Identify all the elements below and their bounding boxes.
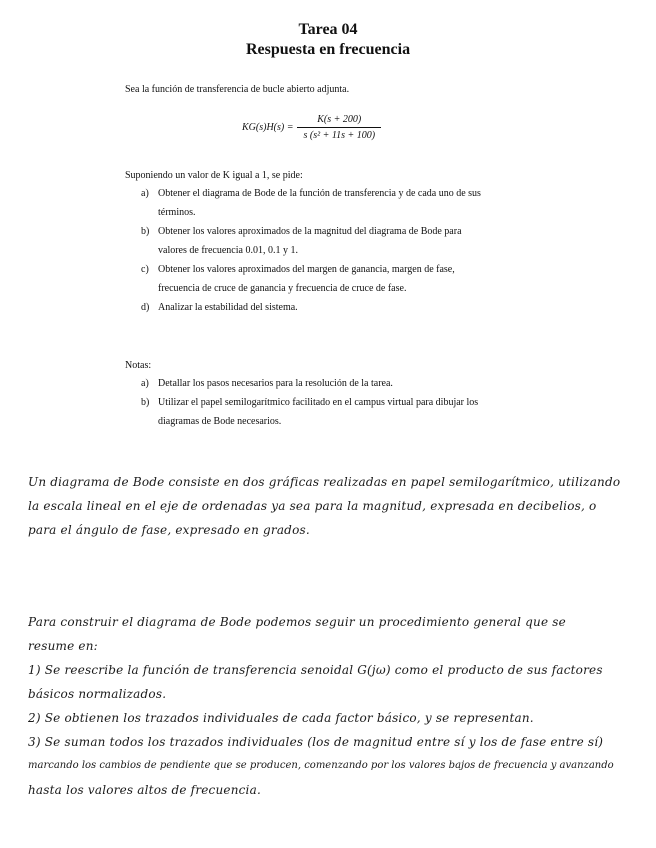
notes-heading: Notas: [125,360,152,371]
intro-text: Sea la función de transferencia de bucle abierto adjunta. [125,84,350,95]
equation-fraction [297,114,381,141]
equation-numerator: K(s + 200) [317,114,362,125]
note-item-a: a) Detallar los pasos necesarios para la resolución de la tarea. [141,378,393,389]
task-item-d: d) Analizar la estabilidad del sistema. [141,302,298,313]
handwritten-line: Un diagrama de Bode consiste en dos gráficas realizadas en papel semilogarítmico, utilizando [28,475,621,489]
page-title: Tarea 04 [298,21,358,38]
handwritten-paragraph-2 [28,610,634,802]
handwritten-line: hasta los valores altos de frecuencia. [28,783,261,797]
handwritten-paragraph-1 [28,470,634,542]
transfer-function-equation [242,114,381,141]
equation-lhs: KG(s)H(s) = [242,122,294,133]
handwritten-line: 2) Se obtienen los trazados individuales de cada factor básico, y se representan. [28,711,534,725]
task-item-b: b) Obtener los valores aproximados de la magnitud del diagrama de Bode para valores de frecuencia 0.01, 0.1 y 1. [141,226,462,256]
handwritten-line: 3) Se suman todos los trazados individuales (los de magnitud entre sí y los de fase entre sí) [28,735,604,749]
task-item-a: a) Obtener el diagrama de Bode de la función de transferencia y de cada uno de sus términos. [141,188,481,218]
equation-denominator: s (s² + 11s + 100) [297,127,381,141]
handwritten-line: para el ángulo de fase, expresado en grados. [28,523,310,537]
task-item-c: c) Obtener los valores aproximados del margen de ganancia, margen de fase, frecuencia de cruce de ganancia y frecuencia de cruce de fase. [141,264,455,294]
notes-list [141,374,521,431]
assumption-text: Suponiendo un valor de K igual a 1, se pide: [125,170,303,181]
task-list [141,184,521,317]
page-subtitle: Respuesta en frecuencia [245,41,411,58]
handwritten-line: resume en: [28,639,98,653]
note-item-b: b) Utilizar el papel semilogarítmico facilitado en el campus virtual para dibujar los diagramas de Bode necesarios. [141,397,479,427]
handwritten-line: marcando los cambios de pendiente que se producen, comenzando por los valores bajos de frecuencia y avanzando [28,760,614,771]
handwritten-line: Para construir el diagrama de Bode podemos seguir un procedimiento general que se [28,615,566,629]
handwritten-line: 1) Se reescribe la función de transferencia senoidal G(jω) como el producto de sus factores [28,663,603,677]
handwritten-line: básicos normalizados. [28,687,167,701]
handwritten-line: la escala lineal en el eje de ordenadas ya sea para la magnitud, expresada en decibelios, o [28,499,597,513]
